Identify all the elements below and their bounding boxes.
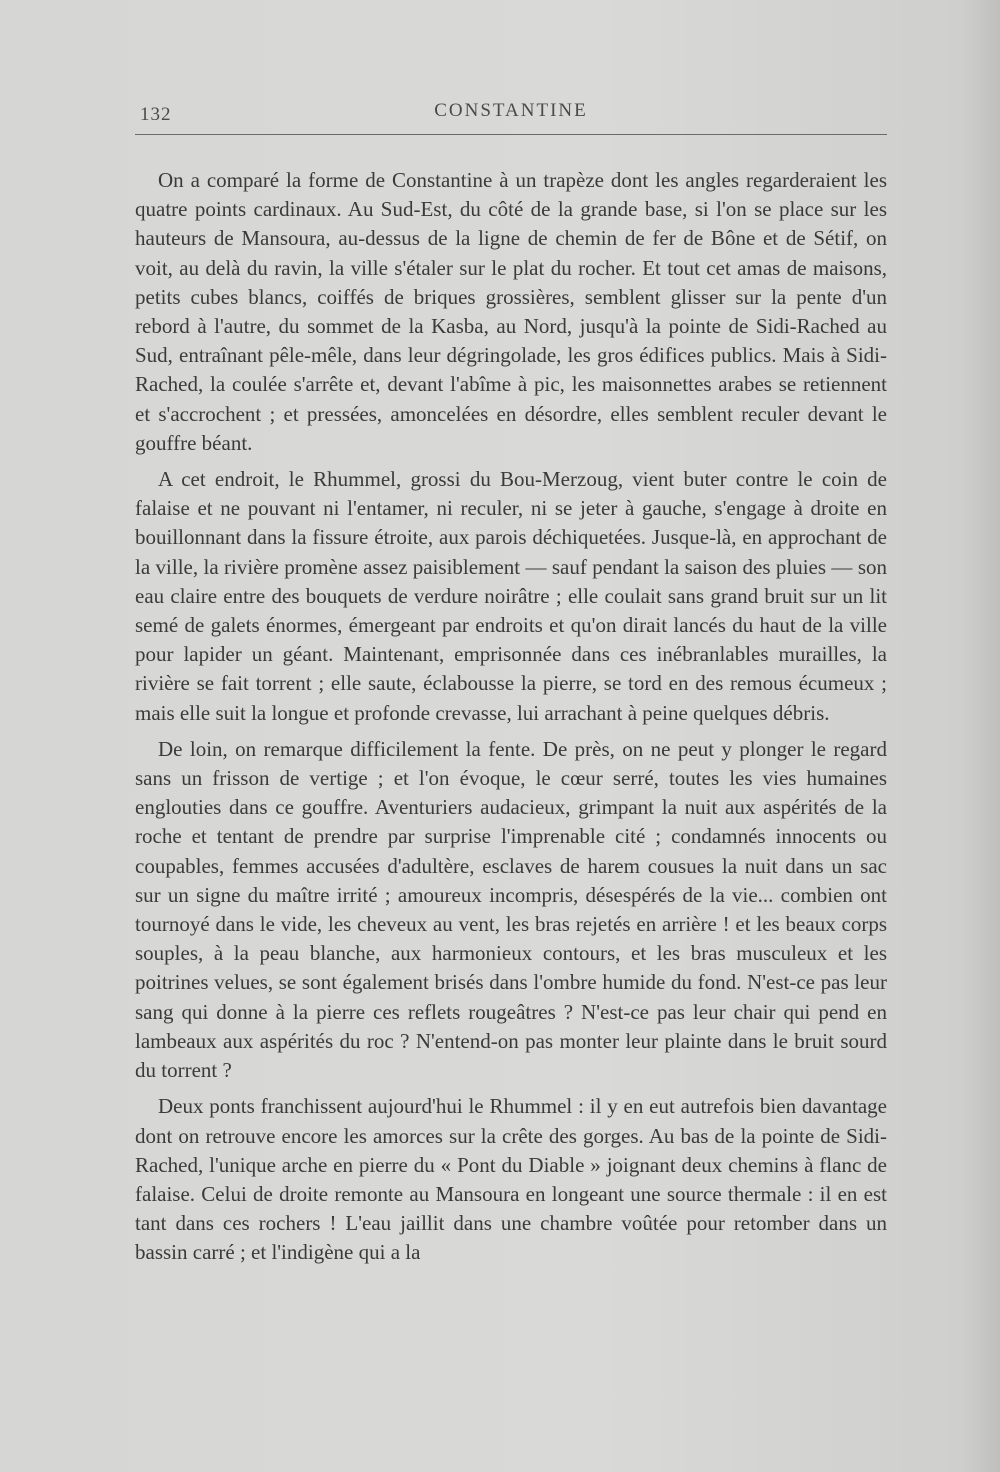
body-text — [135, 166, 887, 1275]
paragraph: A cet endroit, le Rhummel, grossi du Bou-Merzoug, vient buter contre le coin de falaise et ne pouvant ni l'entamer, ni reculer, ni se jeter à gauche, s'engage à droite en bouillonnant dans la fissure étroite, aux parois déchiquetées. Jusque-là, en approchant de la ville, la rivière promène assez paisiblement — sauf pendant la saison des pluies — son eau claire entre des bouquets de verdure noirâtre ; elle coulait sans grand bruit sur un lit semé de galets énormes, émergeant par endroits et qu'on dirait lancés du haut de la ville pour lapider un géant. Maintenant, emprisonnée dans ces inébranlables murailles, la rivière se fait torrent ; elle saute, éclabousse la pierre, se tord en des remous écumeux ; mais elle suit la longue et profonde crevasse, lui arrachant à peine quelques débris. — [135, 467, 887, 725]
header-rule — [135, 134, 887, 135]
page-header — [135, 98, 887, 138]
paragraph: On a comparé la forme de Constantine à un trapèze dont les angles regarderaient les quatre points cardinaux. Au Sud-Est, du côté de la grande base, si l'on se place sur les hauteurs de Mansoura, au-dessus de la ligne de chemin de fer de Bône et de Sétif, on voit, au delà du ravin, la ville s'étaler sur le plat du rocher. Et tout cet amas de maisons, petits cubes blancs, coiffés de briques grossières, semblent glisser sur la pente d'un rebord à l'autre, du sommet de la Kasba, au Nord, jusqu'à la pointe de Sidi-Rached au Sud, entraînant pêle-mêle, dans leur dégringolade, les gros édifices publics. Mais à Sidi-Rached, la coulée s'arrête et, devant l'abîme à pic, les maisonnettes arabes se retiennent et s'accrochent ; et pressées, amoncelées en désordre, elles semblent reculer devant le gouffre béant. — [135, 168, 887, 455]
running-title: CONSTANTINE — [434, 100, 588, 121]
page-number: 132 — [140, 104, 172, 125]
paragraph: De loin, on remarque difficilement la fente. De près, on ne peut y plonger le regard sans un frisson de vertige ; et l'on évoque, le cœur serré, toutes les vies humaines englouties dans ce gouffre. Aventuriers audacieux, grimpant la nuit aux aspérités de la roche et tentant de prendre par surprise l'imprenable cité ; condamnés innocents ou coupables, femmes accusées d'adultère, esclaves de harem cousues la nuit dans un sac sur un signe du maître irrité ; amoureux incompris, désespérés de la vie... combien ont tournoyé dans le vide, les cheveux au vent, les bras rejetés en arrière ! et les beaux corps souples, à la peau blanche, aux harmonieux contours, et les bras musculeux et les poitrines velues, se sont également brisés dans l'ombre humide du fond. N'est-ce pas leur sang qui donne à la pierre ces reflets rougeâtres ? N'est-ce pas leur chair qui pend en lambeaux aux aspérités du roc ? N'entend-on pas monter leur plainte dans le bruit sourd du torrent ? — [135, 736, 887, 1083]
paragraph: Deux ponts franchissent aujourd'hui le Rhummel : il y en eut autrefois bien davantage dont on retrouve encore les amorces sur la crête des gorges. Au bas de la pointe de Sidi-Rached, l'unique arche en pierre du « Pont du Diable » joignant deux chemins à flanc de falaise. Celui de droite remonte au Mansoura en longeant une source thermale : il en est tant dans ces rochers ! L'eau jaillit dans une chambre voûtée pour retomber dans un bassin carré ; et l'indigène qui a la — [135, 1094, 887, 1265]
